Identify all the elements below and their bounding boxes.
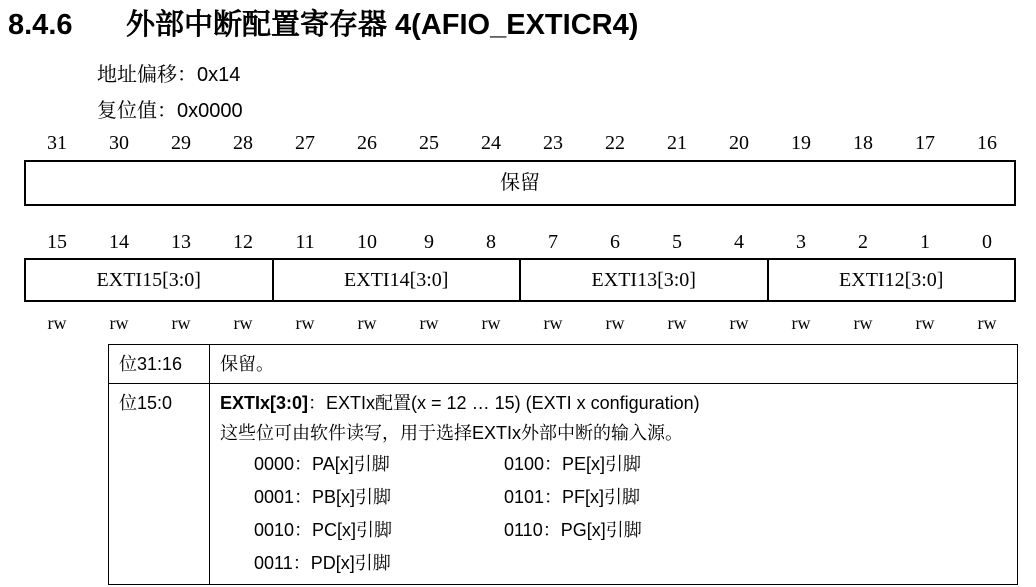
bit-number: 19 <box>791 132 811 154</box>
access-type: rw <box>109 313 129 333</box>
bit-number: 2 <box>858 231 868 253</box>
lower-bit-numbers <box>26 229 1018 255</box>
exti15-field: EXTI15[3:0] <box>26 260 274 300</box>
source-options <box>220 448 1007 580</box>
bit-number: 11 <box>295 231 315 253</box>
bit-number: 15 <box>47 231 67 253</box>
option-item: 0110：PG[x]引脚 <box>504 520 642 540</box>
table-row <box>109 345 1018 384</box>
bit-number: 6 <box>610 231 620 253</box>
bit-number: 30 <box>109 132 129 154</box>
bit-number: 23 <box>543 132 563 154</box>
option-item: 0000：PA[x]引脚 <box>254 454 390 474</box>
section-heading <box>8 2 638 46</box>
access-type: rw <box>977 313 997 333</box>
bit-description-table <box>108 344 1018 585</box>
description-cell: 保留。 <box>210 345 1018 384</box>
exti14-field: EXTI14[3:0] <box>274 260 522 300</box>
bit-number: 8 <box>486 231 496 253</box>
access-type: rw <box>667 313 687 333</box>
lower-register-box <box>24 258 1016 302</box>
bit-number: 25 <box>419 132 439 154</box>
bit-number: 24 <box>481 132 501 154</box>
access-types <box>26 311 1018 335</box>
reserved-field: 保留 <box>500 172 540 194</box>
bit-number: 14 <box>109 231 129 253</box>
access-type: rw <box>915 313 935 333</box>
section-number: 8.4.6 <box>8 9 73 41</box>
access-type: rw <box>543 313 563 333</box>
bit-number: 26 <box>357 132 377 154</box>
section-title: 外部中断配置寄存器 4(AFIO_EXTICR4) <box>126 9 639 41</box>
bit-number: 16 <box>977 132 997 154</box>
field-summary: ：EXTIx配置(x = 12 … 15) (EXTI x configuration) <box>308 393 700 413</box>
bit-number: 20 <box>729 132 749 154</box>
bit-number: 13 <box>171 231 191 253</box>
bit-number: 5 <box>672 231 682 253</box>
upper-bit-numbers <box>26 130 1018 156</box>
access-type: rw <box>47 313 67 333</box>
table-row <box>109 384 1018 585</box>
bit-range-cell: 位15:0 <box>109 384 210 585</box>
access-type: rw <box>791 313 811 333</box>
option-item: 0010：PC[x]引脚 <box>254 520 393 540</box>
option-item: 0001：PB[x]引脚 <box>254 487 392 507</box>
access-type: rw <box>853 313 873 333</box>
bit-number: 28 <box>233 132 253 154</box>
bit-number: 1 <box>920 231 930 253</box>
upper-register-box <box>24 160 1016 206</box>
field-description: 这些位可由软件读写，用于选择EXTIx外部中断的输入源。 <box>220 423 684 443</box>
reset-value: 复位值：0x0000 <box>97 100 243 122</box>
description-cell <box>210 384 1018 585</box>
access-type: rw <box>481 313 501 333</box>
bit-range-cell: 位31:16 <box>109 345 210 384</box>
field-name: EXTIx[3:0] <box>220 393 309 413</box>
bit-number: 21 <box>667 132 687 154</box>
option-item: 0101：PF[x]引脚 <box>504 487 641 507</box>
bit-number: 31 <box>47 132 67 154</box>
option-item: 0011：PD[x]引脚 <box>254 553 391 573</box>
address-offset: 地址偏移：0x14 <box>97 64 241 86</box>
bit-number: 0 <box>982 231 992 253</box>
access-type: rw <box>295 313 315 333</box>
field-heading <box>220 388 1007 418</box>
bit-number: 10 <box>357 231 377 253</box>
bit-number: 4 <box>734 231 744 253</box>
access-type: rw <box>419 313 439 333</box>
bit-number: 17 <box>915 132 935 154</box>
bit-number: 9 <box>424 231 434 253</box>
bit-number: 18 <box>853 132 873 154</box>
exti12-field: EXTI12[3:0] <box>839 269 944 291</box>
access-type: rw <box>605 313 625 333</box>
access-type: rw <box>357 313 377 333</box>
bit-number: 22 <box>605 132 625 154</box>
bit-number: 27 <box>295 132 315 154</box>
bit-number: 7 <box>548 231 558 253</box>
access-type: rw <box>233 313 253 333</box>
access-type: rw <box>729 313 749 333</box>
access-type: rw <box>171 313 191 333</box>
option-item: 0100：PE[x]引脚 <box>504 454 642 474</box>
bit-number: 12 <box>233 231 253 253</box>
bit-number: 29 <box>171 132 191 154</box>
bit-number: 3 <box>796 231 806 253</box>
exti13-field: EXTI13[3:0] <box>521 260 769 300</box>
